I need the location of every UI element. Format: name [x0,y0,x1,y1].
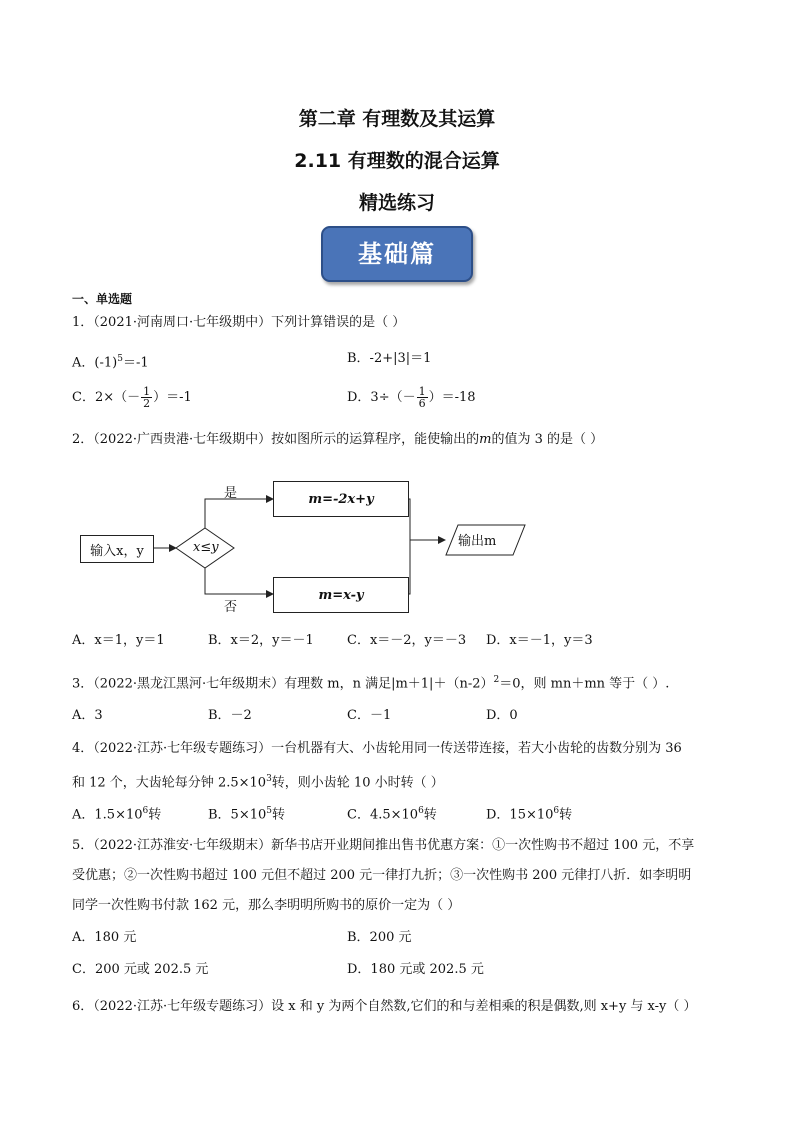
subtitle: 精选练习 [358,192,435,214]
flow-yes-box: m=-2x+y [273,481,409,517]
q4-option-b[interactable]: B．$5\times 10^5$转 [208,806,286,823]
q3-option-c[interactable]: C．－1 [347,708,392,723]
flow-output-label: 输出m [458,534,497,549]
question-5-stem: 5．（2022·江苏淮安·七年级期末）新华书店开业期间推出售书优惠方案：①一次性购书不超过 100 元，不享 [72,838,695,853]
question-5-stem-line2: 受优惠；②一次性购书超过 100 元但不超过 200 元一律打九折；③一次性购书 200 元律打八折．如李明明 [72,868,692,883]
q1-option-b[interactable]: B．-2+|3|＝1 [347,351,432,366]
fraction: $\frac{1}{2}$ [143,385,151,410]
question-5-stem-line3: 同学一次性购书付款 162 元，那么李明明所购书的原价一定为（ ） [72,898,461,913]
q2-option-b[interactable]: B．x＝2，y＝－1 [208,633,314,648]
fraction: $\frac{1}{6}$ [418,385,426,410]
flow-condition: x≤y [193,540,219,555]
q2-option-a[interactable]: A．x＝1，y＝1 [72,633,165,648]
section-label: 一、单选题 [72,292,133,306]
q3-option-d[interactable]: D．0 [486,708,518,723]
flow-no-box: m=x-y [273,577,409,613]
q1-option-c[interactable]: C．2×（－ $\frac{1}{2}$ ）＝-1 [72,385,192,410]
question-3-stem: 3．（2022·黑龙江黑河·七年级期末）有理数 m，n 满足$|m+1|+(n-2)^2=0$，则 mn＋mn 等于（ ）. [72,675,670,692]
flow-input-box: 输入x，y [80,535,154,563]
level-badge: 基础篇 [321,226,473,282]
q1-option-a[interactable]: A．$(-1)^5=-1$ [72,354,149,371]
question-4-stem: 4．（2022·江苏·七年级专题练习）一台机器有大、小齿轮用同一传送带连接，若大小齿轮的齿数分别为 36 [72,741,682,756]
q5-option-a[interactable]: A．180 元 [72,930,137,945]
q4-option-c[interactable]: C．$4.5\times 10^6$转 [347,806,437,823]
flow-yes-label: 是 [224,486,238,501]
question-2-stem: 2．（2022·广西贵港·七年级期中）按如图所示的运算程序，能使输出的m的值为 3 的是（ ） [72,432,604,447]
q5-option-d[interactable]: D．180 元或 202.5 元 [347,962,484,977]
question-6-stem: 6．（2022·江苏·七年级专题练习）设 x 和 y 为两个自然数,它们的和与差相乘的积是偶数,则 x+y 与 x-y（ ） [72,999,697,1014]
question-1-stem: 1．（2021·河南周口·七年级期中）下列计算错误的是（ ） [72,315,406,330]
q4-option-a[interactable]: A．$1.5\times 10^6$转 [72,806,162,823]
section-title: 2.11 有理数的混合运算 [294,150,500,172]
flow-no-label: 否 [224,600,238,615]
q5-option-b[interactable]: B．200 元 [347,930,412,945]
q2-option-d[interactable]: D．x＝－1，y＝3 [486,633,593,648]
q3-option-a[interactable]: A．3 [72,708,103,723]
q1-option-d[interactable]: D．3÷（－ $\frac{1}{6}$ ）＝-18 [347,385,476,410]
q2-option-c[interactable]: C．x＝－2，y＝－3 [347,633,467,648]
question-4-stem-line2: 和 12 个，大齿轮每分钟 $2.5\times 10^3$转，则小齿轮 10 小时转（ ） [72,774,444,791]
chapter-title: 第二章 有理数及其运算 [298,108,496,130]
q3-option-b[interactable]: B．－2 [208,708,252,723]
q4-option-d[interactable]: D．$15\times 10^6$转 [486,806,573,823]
q5-option-c[interactable]: C．200 元或 202.5 元 [72,962,209,977]
